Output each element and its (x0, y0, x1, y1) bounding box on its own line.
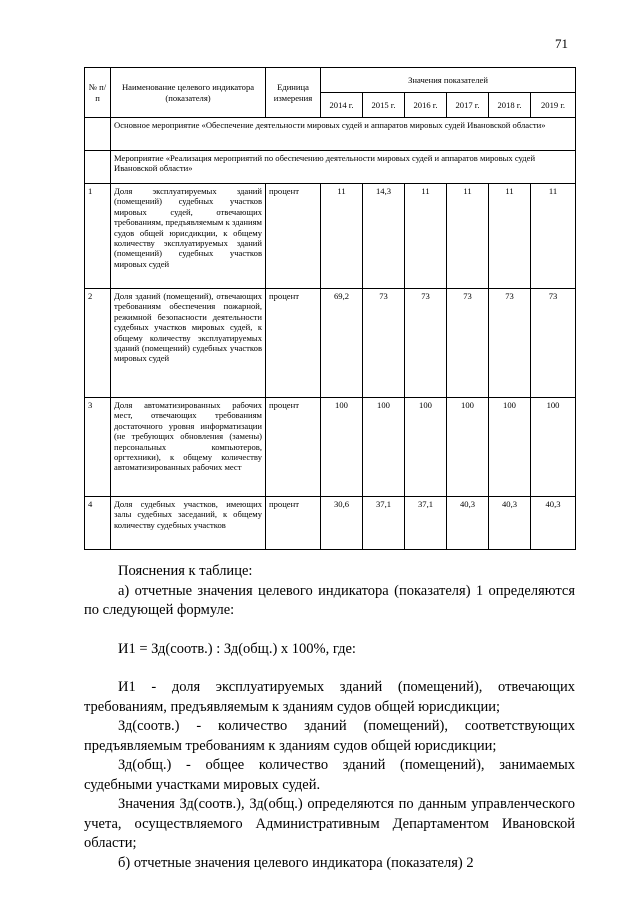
row-unit: процент (266, 497, 321, 550)
table-row (85, 497, 576, 550)
header-year: 2014 г. (321, 93, 363, 118)
table-explanations (84, 562, 575, 873)
row-value: 14,3 (363, 184, 405, 289)
header-year: 2016 г. (405, 93, 447, 118)
data-source-note: Значения Зд(соотв.), Зд(общ.) определяются по данным управленческого учета, осуществляемого Административным Департаментом Ивановской области; (84, 796, 575, 851)
row-value: 11 (321, 184, 363, 289)
row-value: 11 (447, 184, 489, 289)
table-row (85, 184, 576, 289)
row-value: 73 (489, 289, 531, 398)
row-value: 73 (363, 289, 405, 398)
row-value: 100 (405, 398, 447, 497)
row-indicator-name: Доля судебных участков, имеющих залы судебных заседаний, к общему количеству судебных участков (111, 497, 266, 550)
section-row (85, 151, 576, 184)
header-year: 2018 г. (489, 93, 531, 118)
row-value: 69,2 (321, 289, 363, 398)
row-unit: процент (266, 398, 321, 497)
row-value: 30,6 (321, 497, 363, 550)
row-value: 37,1 (363, 497, 405, 550)
header-unit: Единица измерения (266, 68, 321, 118)
row-value: 100 (363, 398, 405, 497)
row-value: 11 (531, 184, 576, 289)
row-value: 73 (405, 289, 447, 398)
row-num: 3 (85, 398, 111, 497)
header-year: 2017 г. (447, 93, 489, 118)
row-value: 100 (489, 398, 531, 497)
row-value: 100 (447, 398, 489, 497)
row-value: 40,3 (489, 497, 531, 550)
row-indicator-name: Доля автоматизированных рабочих мест, отвечающих требованиям достаточного уровня информатизации (не требующих обновления (замены) персональных компьютеров, оргтехники), к общему количеству автоматизированных рабочих мест (111, 398, 266, 497)
row-value: 73 (447, 289, 489, 398)
section-title: Мероприятие «Реализация мероприятий по обеспечению деятельности мировых судей и аппаратов мировых судей Ивановской области» (111, 151, 576, 184)
section-title: Основное мероприятие «Обеспечение деятельности мировых судей и аппаратов мировых судей Ивановской области» (111, 118, 576, 151)
row-indicator-name: Доля зданий (помещений), отвечающих требованиям обеспечения пожарной, режимной безопасности деятельности судебных участков мировых судей, к общему количеству эксплуатируемых зданий (помещений) судебных участков мировых судей (111, 289, 266, 398)
row-value: 100 (531, 398, 576, 497)
row-num: 2 (85, 289, 111, 398)
definition-zd-obsh: Зд(общ.) - общее количество зданий (помещений), занимаемых судебными участками мировых судей. (84, 757, 575, 793)
row-num: 1 (85, 184, 111, 289)
row-unit: процент (266, 184, 321, 289)
explanation-item-a: а) отчетные значения целевого индикатора (показателя) 1 определяются по следующей формуле: (84, 582, 575, 618)
header-year: 2015 г. (363, 93, 405, 118)
row-value: 11 (489, 184, 531, 289)
page-number: 71 (555, 36, 568, 51)
header-name: Наименование целевого индикатора (показателя) (111, 68, 266, 118)
table-row (85, 398, 576, 497)
explanation-item-b: б) отчетные значения целевого индикатора (показателя) 2 (118, 854, 474, 871)
row-indicator-name: Доля эксплуатируемых зданий (помещений) судебных участков мировых судей, отвечающих требованиям, предъявляемым к зданиям судов общей юрисдикции, к общему количеству эксплуатируемых зданий (помещений) судебных участков мировых судей (111, 184, 266, 289)
row-value: 11 (405, 184, 447, 289)
table-header-row (85, 68, 576, 93)
table-row (85, 289, 576, 398)
row-value: 37,1 (405, 497, 447, 550)
row-value: 73 (531, 289, 576, 398)
row-unit: процент (266, 289, 321, 398)
header-year: 2019 г. (531, 93, 576, 118)
row-num: 4 (85, 497, 111, 550)
indicators-table (84, 67, 576, 550)
header-num: № п/п (85, 68, 111, 118)
explanations-heading: Пояснения к таблице: (118, 563, 253, 579)
definition-zd-sootv: Зд(соотв.) - количество зданий (помещений), соответствующих предъявляемым требованиям к зданиям судов общей юрисдикции; (84, 718, 575, 754)
formula: И1 = Зд(соотв.) : Зд(общ.) x 100%, где: (118, 640, 356, 657)
header-values-group: Значения показателей (321, 68, 576, 93)
row-value: 100 (321, 398, 363, 497)
row-value: 40,3 (531, 497, 576, 550)
section-row (85, 118, 576, 151)
definition-i1: И1 - доля эксплуатируемых зданий (помещений), отвечающих требованиям, предъявляемым к зданиям судов общей юрисдикции; (84, 679, 575, 715)
row-value: 40,3 (447, 497, 489, 550)
